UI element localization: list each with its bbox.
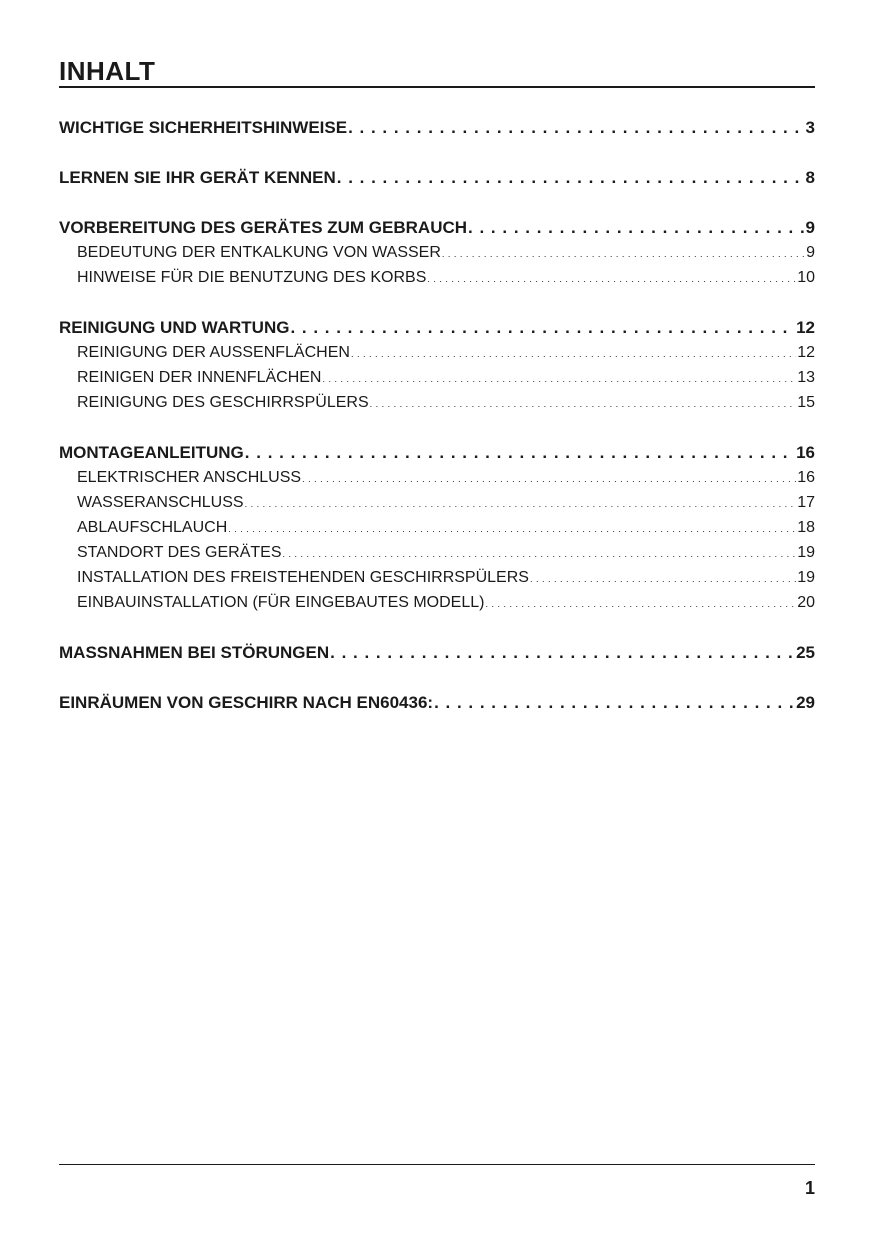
toc-entry-page: 13 [797,369,815,386]
toc-entry-page: 9 [805,218,815,237]
toc-chapter-entry[interactable] [59,215,815,240]
toc-subentry[interactable] [59,390,815,415]
toc-subentry[interactable] [59,340,815,365]
toc-subentry[interactable] [59,565,815,590]
toc-entry-label: WASSERANSCHLUSS [77,494,244,511]
dot-leader [290,315,795,340]
dot-leader [228,517,796,542]
toc-section [59,165,815,190]
toc-subentry[interactable] [59,540,815,565]
toc-entry-page: 29 [796,693,815,712]
toc-chapter-entry[interactable] [59,690,815,715]
table-of-contents [59,115,815,740]
toc-subentry[interactable] [59,240,815,265]
toc-entry-page: 12 [797,344,815,361]
toc-subentry[interactable] [59,365,815,390]
toc-subentry[interactable] [59,490,815,515]
toc-entry-page: 12 [796,318,815,337]
dot-leader [245,440,795,465]
toc-entry-page: 16 [797,469,815,486]
toc-entry-label: WICHTIGE SICHERHEITSHINWEISE [59,118,348,137]
toc-entry-label: ELEKTRISCHER ANSCHLUSS [77,469,302,486]
toc-entry-page: 16 [796,443,815,462]
toc-entry-page: 19 [797,569,815,586]
toc-section [59,690,815,715]
toc-entry-label: EINRÄUMEN VON GESCHIRR NACH EN60436: [59,693,434,712]
toc-chapter-entry[interactable] [59,165,815,190]
toc-section [59,315,815,415]
toc-chapter-entry[interactable] [59,115,815,140]
dot-leader [322,367,796,392]
dot-leader [485,592,796,617]
toc-entry-page: 3 [805,118,815,137]
dot-leader [370,392,797,417]
title-divider [59,86,815,88]
toc-chapter-entry[interactable] [59,315,815,340]
dot-leader [348,115,804,140]
toc-entry-label: REINIGUNG UND WARTUNG [59,318,290,337]
toc-section [59,115,815,140]
toc-entry-label: INSTALLATION DES FREISTEHENDEN GESCHIRRSPÜLERS [77,569,529,586]
toc-section [59,640,815,665]
dot-leader [245,492,797,517]
toc-entry-page: 20 [797,594,815,611]
dot-leader [434,690,795,715]
dot-leader [302,467,796,492]
dot-leader [330,640,795,665]
toc-entry-label: MONTAGEANLEITUNG [59,443,244,462]
dot-leader [468,215,805,240]
toc-entry-page: 9 [806,244,815,261]
toc-subentry[interactable] [59,265,815,290]
dot-leader [351,342,796,367]
toc-entry-page: 25 [796,643,815,662]
toc-section [59,215,815,290]
toc-entry-label: BEDEUTUNG DER ENTKALKUNG VON WASSER [77,244,441,261]
toc-entry-page: 17 [797,494,815,511]
toc-entry-label: MASSNAHMEN BEI STÖRUNGEN [59,643,330,662]
dot-leader [530,567,796,592]
toc-section [59,440,815,615]
page-title: INHALT [59,56,156,86]
footer-divider [59,1164,815,1165]
footer-page-number: 1 [804,1178,815,1198]
toc-entry-label: STANDORT DES GERÄTES [77,544,282,561]
toc-entry-label: REINIGUNG DER AUSSENFLÄCHEN [77,344,350,361]
dot-leader [427,267,796,292]
toc-entry-label: REINIGEN DER INNENFLÄCHEN [77,369,322,386]
toc-subentry[interactable] [59,465,815,490]
toc-entry-page: 15 [797,394,815,411]
toc-entry-label: EINBAUINSTALLATION (FÜR EINGEBAUTES MODELL) [77,594,485,611]
toc-chapter-entry[interactable] [59,440,815,465]
toc-entry-label: ABLAUFSCHLAUCH [77,519,228,536]
toc-entry-page: 18 [797,519,815,536]
toc-subentry[interactable] [59,590,815,615]
dot-leader [282,542,796,567]
toc-entry-page: 19 [797,544,815,561]
toc-subentry[interactable] [59,515,815,540]
toc-chapter-entry[interactable] [59,640,815,665]
toc-entry-label: HINWEISE FÜR DIE BENUTZUNG DES KORBS [77,269,427,286]
toc-entry-page: 10 [797,269,815,286]
toc-entry-label: VORBEREITUNG DES GERÄTES ZUM GEBRAUCH [59,218,468,237]
toc-entry-label: REINIGUNG DES GESCHIRRSPÜLERS [77,394,369,411]
toc-entry-page: 8 [805,168,815,187]
dot-leader [337,165,805,190]
dot-leader [442,242,805,267]
toc-entry-label: LERNEN SIE IHR GERÄT KENNEN [59,168,336,187]
